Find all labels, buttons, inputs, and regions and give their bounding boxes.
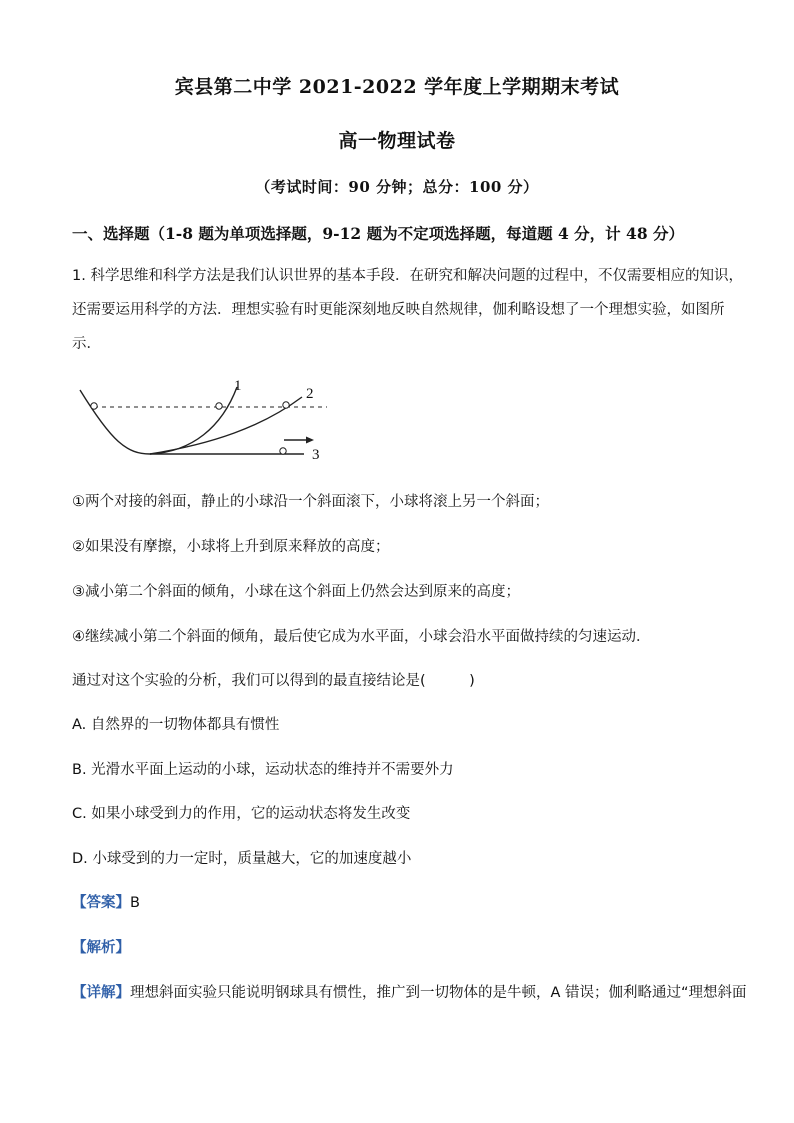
answer-value: B (130, 895, 140, 911)
ball-on-curve-1 (216, 403, 222, 409)
option-c: C. 如果小球受到力的作用，它的运动状态将发生改变 (72, 806, 411, 822)
label-3: 3 (312, 447, 320, 463)
analysis-tag: 【解析】 (72, 940, 130, 956)
detail-line (72, 981, 747, 1002)
question-stem-line2: 还需要运用科学的方法．理想实验有时更能深刻地反映自然规律，伽利略设想了一个理想实验，如图所 (72, 302, 725, 318)
question-stem-line3: 示． (72, 336, 101, 352)
label-1: 1 (234, 378, 242, 394)
option-a: A. 自然界的一切物体都具有惯性 (72, 717, 280, 733)
step-4: ④继续减小第二个斜面的倾角，最后使它成为水平面，小球会沿水平面做持续的匀速运动． (72, 629, 651, 645)
answer-tag: 【答案】 (72, 895, 130, 911)
option-d: D. 小球受到的力一定时，质量越大，它的加速度越小 (72, 851, 412, 867)
label-2: 2 (306, 386, 314, 402)
ball-on-plane (280, 448, 286, 454)
left-incline-curve (80, 390, 150, 454)
step-2: ②如果没有摩擦，小球将上升到原来释放的高度； (72, 539, 390, 555)
option-b: B. 光滑水平面上运动的小球，运动状态的维持并不需要外力 (72, 762, 454, 778)
step-3: ③减小第二个斜面的倾角，小球在这个斜面上仍然会达到原来的高度； (72, 584, 520, 600)
question-stem-line1: 1. 科学思维和科学方法是我们认识世界的基本手段．在研究和解决问题的过程中，不仅需要相应的知识， (72, 268, 743, 284)
answer-line (72, 891, 140, 912)
motion-arrow-head (306, 437, 314, 444)
exam-title: 宾县第二中学 2021-2022 学年度上学期期末考试 (174, 76, 620, 98)
exam-info: （考试时间：90 分钟；总分：100 分） (255, 178, 539, 196)
section-heading: 一、选择题（1-8 题为单项选择题，9-12 题为不定项选择题，每道题 4 分，计 48 分） (72, 224, 685, 243)
question-prompt: 通过对这个实验的分析，我们可以得到的最直接结论是( ) (72, 673, 475, 689)
step-1: ①两个对接的斜面，静止的小球沿一个斜面滚下，小球将滚上另一个斜面； (72, 494, 549, 510)
incline-curve-2 (150, 397, 302, 454)
exam-subtitle: 高一物理试卷 (338, 130, 456, 152)
ideal-experiment-figure (72, 372, 342, 467)
analysis-line (72, 936, 130, 957)
ball-on-curve-2 (283, 402, 289, 408)
detail-tag: 【详解】 (72, 985, 130, 1001)
detail-text: 理想斜面实验只能说明钢球具有惯性，推广到一切物体的是牛顿，A 错误；伽利略通过“理想斜面 (130, 985, 747, 1001)
incline-curve-1 (150, 387, 237, 454)
ball-start (91, 403, 97, 409)
